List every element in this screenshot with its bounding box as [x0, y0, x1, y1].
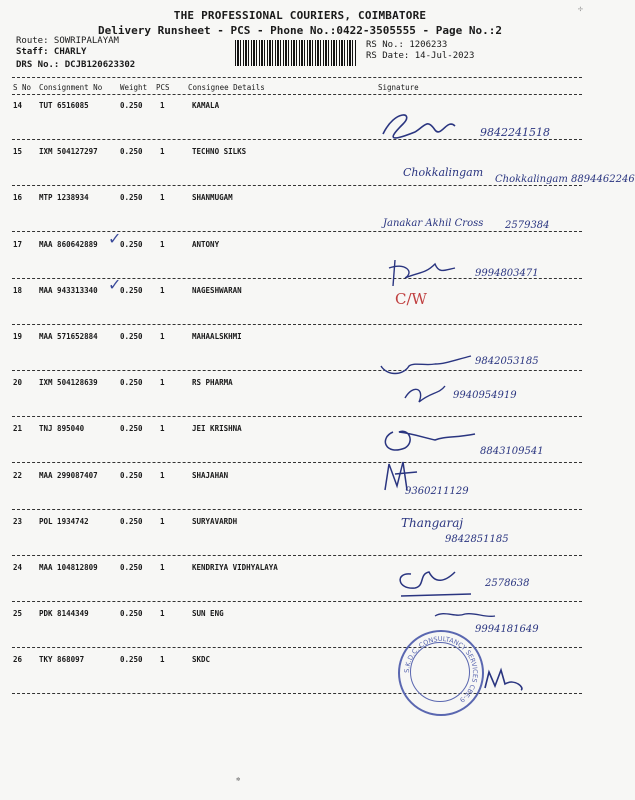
cell-sno: 15: [13, 147, 23, 157]
cell-pcs: 1: [160, 101, 165, 110]
row-divider: [12, 324, 582, 325]
cell-weight: 0.250: [120, 285, 143, 295]
cell-consignment: MAA 571652884: [39, 332, 98, 341]
cell-pcs: 1: [160, 193, 165, 203]
col-weight: Weight: [120, 83, 148, 92]
signature-23: [375, 510, 590, 554]
signature-24: [375, 560, 590, 604]
signature-23-phone: 9842851185: [445, 534, 509, 545]
cell-pcs: 1: [160, 655, 165, 665]
cell-pcs: 1: [160, 332, 165, 341]
stamp-text: S.K.D.C. CONSULTANCY SERVICES CBE-9: [402, 634, 480, 705]
cell-consignee: SUN ENG: [192, 609, 224, 619]
corner-mark: ✢: [578, 4, 583, 13]
signature-23-name: Thangaraj: [401, 516, 464, 530]
cell-consignment: MAA 299087407: [39, 470, 98, 480]
signature-22: [375, 456, 590, 500]
cell-pcs: 1: [160, 378, 165, 388]
svg-text:S.K.D.C. CONSULTANCY SERVICES: [403, 635, 479, 704]
cell-sno: 22: [13, 470, 23, 480]
cell-consignee: KAMALA: [192, 101, 220, 110]
signature-24-phone: 2578638: [485, 578, 530, 589]
col-signature: Signature: [378, 83, 419, 92]
col-consignee: Consignee Details: [188, 83, 265, 92]
cell-consignee: MAHAALSKHMI: [192, 332, 242, 341]
cell-consignee: KENDRIYA VIDHYALAYA: [192, 563, 278, 572]
cell-consignee: SKDC: [192, 655, 211, 665]
cell-consignee: TECHNO SILKS: [192, 147, 247, 157]
cell-weight: 0.250: [120, 563, 143, 572]
cell-weight: 0.250: [120, 147, 143, 157]
cell-pcs: 1: [160, 470, 165, 480]
signature-20-phone: 9940954919: [453, 390, 517, 401]
col-sno: S No: [13, 83, 32, 92]
cell-weight: 0.250: [120, 239, 143, 249]
stamp-ring-text: [400, 632, 482, 714]
cell-consignee: NAGESHWARAN: [192, 285, 242, 295]
cell-sno: 19: [13, 332, 23, 341]
drs-number: DRS No.: DCJB120623302: [16, 60, 136, 70]
route-label: Route: SOWRIPALAYAM: [16, 36, 119, 46]
check-mark-icon: ✓: [108, 228, 122, 248]
col-consignment: Consignment No: [39, 83, 103, 92]
cell-consignment: IXM 504127297: [39, 147, 98, 157]
signature-15: [375, 150, 635, 194]
signature-20: [375, 378, 590, 422]
cell-sno: 14: [13, 101, 23, 110]
document-subtitle: Delivery Runsheet - PCS - Phone No.:0422-3505555 - Page No.:2: [98, 24, 502, 37]
signature-17-name: Janakar Akhil Cross: [383, 218, 484, 229]
cell-consignee: SHAJAHAN: [192, 470, 229, 480]
cell-weight: 0.250: [120, 378, 143, 388]
cell-sno: 20: [13, 378, 23, 388]
cell-weight: 0.250: [120, 101, 143, 110]
signature-25-phone: 9994181649: [475, 624, 539, 635]
rs-date: RS Date: 14-Jul-2023: [366, 51, 475, 61]
company-stamp: [398, 630, 484, 716]
signature-14: [375, 104, 590, 148]
cell-consignment: MTP 1238934: [39, 193, 89, 203]
cell-weight: 0.250: [120, 609, 143, 619]
staff-label: Staff: CHARLY: [16, 47, 87, 57]
cell-consignment: MAA 860642889: [39, 239, 98, 249]
signature-22-phone: 9360211129: [405, 486, 469, 497]
cell-consignment: TUT 6516085: [39, 101, 89, 110]
cell-pcs: 1: [160, 239, 165, 249]
cell-pcs: 1: [160, 609, 165, 619]
header-rule-bottom: [12, 94, 582, 95]
cell-sno: 21: [13, 424, 23, 434]
cell-consignee: SURYAVARDH: [192, 516, 238, 526]
cell-consignee: RS PHARMA: [192, 378, 233, 388]
signature-15-phone: Chokkalingam 8894462246: [495, 174, 635, 185]
cell-sno: 18: [13, 285, 23, 295]
check-mark-icon: ✓: [108, 274, 122, 294]
signature-21-phone: 8843109541: [480, 446, 544, 457]
signature-18: [375, 252, 590, 308]
bottom-mark: ✲: [236, 775, 241, 783]
cell-consignment: IXM 504128639: [39, 378, 98, 388]
cell-consignee: ANTONY: [192, 239, 220, 249]
row-divider: [12, 555, 582, 556]
cell-consignee: SHANMUGAM: [192, 193, 233, 203]
cell-sno: 25: [13, 609, 23, 619]
signature-15-name: Chokkalingam: [403, 166, 484, 179]
cell-sno: 17: [13, 239, 23, 249]
signature-19-phone: 9842053185: [475, 356, 539, 367]
cell-weight: 0.250: [120, 332, 143, 341]
cell-consignment: TKY 868097: [39, 655, 85, 665]
cell-pcs: 1: [160, 563, 165, 572]
signature-18-note: C/W: [395, 290, 427, 308]
cell-consignment: PDK 8144349: [39, 609, 89, 619]
signature-14-phone: 9842241518: [480, 126, 550, 139]
cell-sno: 24: [13, 563, 23, 572]
cell-consignment: TNJ 895040: [39, 424, 85, 434]
cell-sno: 23: [13, 516, 23, 526]
cell-consignment: MAA 943313340: [39, 285, 98, 295]
cell-weight: 0.250: [120, 516, 143, 526]
cell-pcs: 1: [160, 424, 165, 434]
cell-sno: 26: [13, 655, 23, 665]
cell-consignment: POL 1934742: [39, 516, 89, 526]
cell-sno: 16: [13, 193, 23, 203]
barcode: [235, 40, 357, 66]
cell-pcs: 1: [160, 516, 165, 526]
cell-weight: 0.250: [120, 424, 143, 434]
cell-weight: 0.250: [120, 470, 143, 480]
cell-pcs: 1: [160, 285, 165, 295]
cell-pcs: 1: [160, 147, 165, 157]
signature-17-phone: 2579384: [505, 220, 550, 231]
cell-weight: 0.250: [120, 655, 143, 665]
signature-18-phone: 9994803471: [475, 268, 539, 279]
cell-weight: 0.250: [120, 193, 143, 203]
cell-consignment: MAA 104812809: [39, 563, 98, 572]
rs-number: RS No.: 1206233: [366, 40, 448, 50]
header-rule-top: [12, 77, 582, 78]
col-pcs: PCS: [156, 83, 170, 92]
cell-consignee: JEI KRISHNA: [192, 424, 242, 434]
document-title: THE PROFESSIONAL COURIERS, COIMBATORE: [173, 9, 427, 22]
